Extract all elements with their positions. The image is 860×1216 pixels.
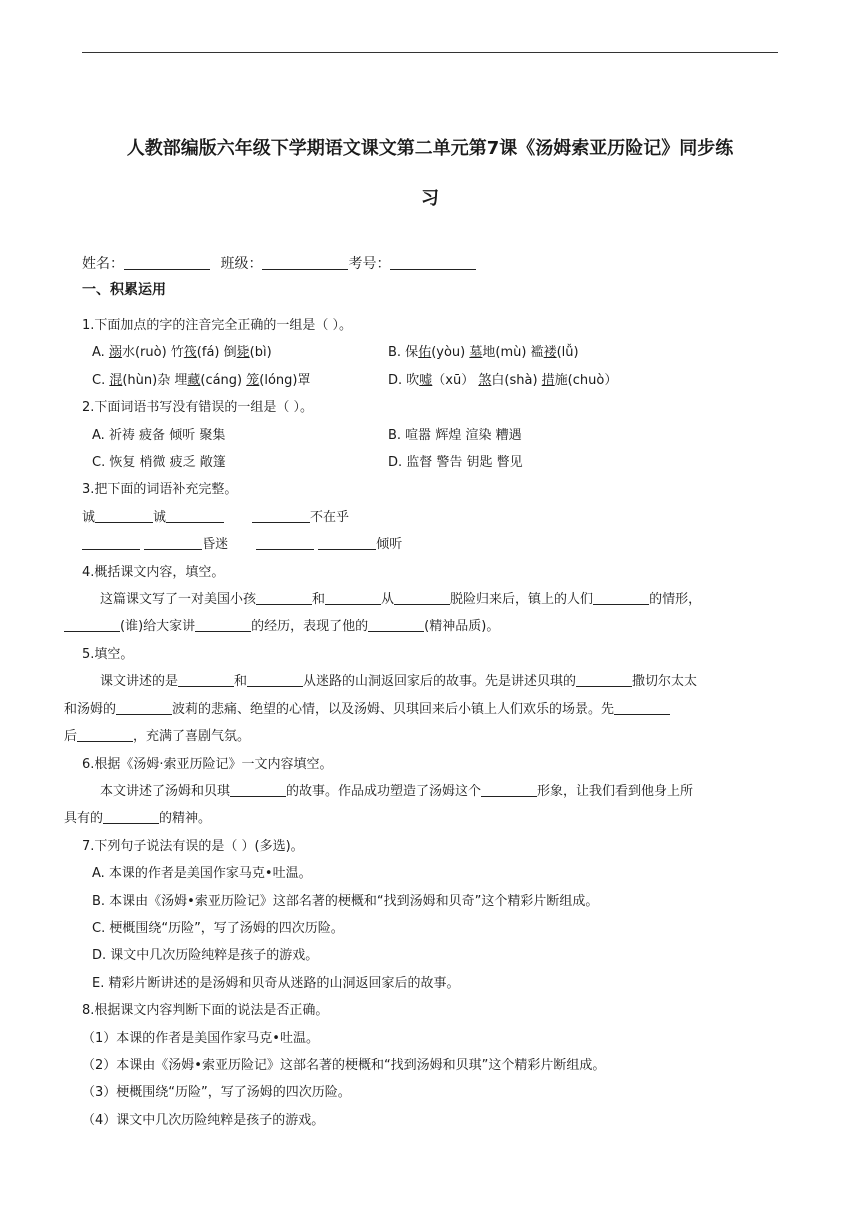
q1a-t6: (bì) bbox=[249, 345, 272, 361]
q6-stem: 6.根据《汤姆·索亚历险记》一文内容填空。 bbox=[82, 756, 333, 772]
q1-option-b[interactable] bbox=[388, 339, 579, 366]
q6-text: 的故事。作品成功塑造了汤姆这个 bbox=[286, 783, 482, 799]
q1d-dot-char: 措 bbox=[541, 372, 555, 388]
q1a-dot-char: 毙 bbox=[236, 345, 250, 361]
q7-option-c[interactable]: C. 梗概围绕“历险”，写了汤姆的四次历险。 bbox=[92, 920, 344, 936]
q1-stem: 1.下面加点的字的注音完全正确的一组是（ ）。 bbox=[82, 318, 353, 333]
q4-blank[interactable] bbox=[325, 590, 381, 605]
q1a-dot-char: 溺 bbox=[108, 345, 122, 361]
q1c-dot-char: 藏 bbox=[187, 372, 201, 388]
q1c-t0: C. bbox=[92, 372, 110, 388]
student-info bbox=[82, 254, 476, 274]
q3-text: 倾听 bbox=[376, 537, 403, 553]
q6-text: 形象，让我们看到他身上所 bbox=[537, 783, 694, 799]
q5-blank[interactable] bbox=[576, 672, 632, 687]
q2-option-a[interactable]: A. 祈祷 疲备 倾听 聚集 bbox=[92, 427, 226, 443]
q1c-t4: (cáng) bbox=[200, 372, 247, 388]
q1a-t2: 水(ruò) 竹 bbox=[121, 345, 184, 361]
header-rule bbox=[82, 52, 778, 53]
q1-option-d[interactable] bbox=[388, 367, 617, 394]
q1c-t6: (lóng)罩 bbox=[259, 372, 311, 388]
q6-blank[interactable] bbox=[230, 782, 286, 797]
q5-text: ，充满了喜剧气氛。 bbox=[133, 729, 251, 745]
q3-blank[interactable] bbox=[318, 535, 376, 550]
q6-text: 的精神。 bbox=[159, 811, 212, 827]
q8-statement-2: （2）本课由《汤姆•索亚历险记》这部名著的梗概和“找到汤姆和贝琪”这个精彩片断组成。 bbox=[82, 1057, 606, 1073]
q1d-t6: 施(chuò） bbox=[554, 372, 618, 388]
q1a-t4: (fá) 倒 bbox=[196, 345, 237, 361]
q7-stem: 7.下列句子说法有误的是（ ）(多选)。 bbox=[82, 838, 304, 854]
q5-text: 课文讲述的是 bbox=[100, 674, 179, 690]
section-heading: 一、积累运用 bbox=[82, 282, 166, 298]
q4-text: (谁)给大家讲 bbox=[120, 619, 196, 635]
q3-blank[interactable] bbox=[256, 535, 314, 550]
q2-options-row2 bbox=[82, 449, 778, 476]
q3-blank[interactable] bbox=[144, 535, 202, 550]
q5-blank[interactable] bbox=[247, 672, 303, 687]
q1-options-row1 bbox=[82, 339, 778, 366]
q7-option-a[interactable]: A. 本课的作者是美国作家马克•吐温。 bbox=[92, 866, 312, 882]
q1-options-row2 bbox=[82, 367, 778, 394]
name-blank[interactable] bbox=[124, 255, 210, 270]
q5-text: 撒切尔太太 bbox=[632, 674, 698, 690]
q3-blank[interactable] bbox=[95, 508, 153, 523]
q3-line-2 bbox=[82, 531, 778, 558]
q8-statement-3: （3）梗概围绕“历险”，写了汤姆的四次历险。 bbox=[82, 1085, 351, 1101]
q5-blank[interactable] bbox=[614, 700, 670, 715]
q5-text: 从迷路的山洞返回家后的故事。先是讲述贝琪的 bbox=[303, 674, 577, 690]
q2-options-row1 bbox=[82, 422, 778, 449]
q4-blank[interactable] bbox=[593, 590, 649, 605]
exam-blank[interactable] bbox=[390, 255, 476, 270]
q5-blank[interactable] bbox=[116, 700, 172, 715]
q3-blank[interactable] bbox=[82, 535, 140, 550]
q7-option-e[interactable]: E. 精彩片断讲述的是汤姆和贝奇从迷路的山洞返回家后的故事。 bbox=[92, 975, 460, 991]
q1b-dot-char: 佑 bbox=[418, 345, 432, 361]
q1b-t0: B. 保 bbox=[388, 345, 419, 361]
q8-statement-1: （1）本课的作者是美国作家马克•吐温。 bbox=[82, 1030, 319, 1046]
q2-option-b[interactable]: B. 喧嚣 辉煌 渲染 糟遇 bbox=[388, 427, 522, 443]
q4-blank[interactable] bbox=[394, 590, 450, 605]
q1a-t0: A. bbox=[92, 345, 109, 361]
q4-text: 脱险归来后，镇上的人们 bbox=[450, 592, 594, 608]
q4-blank[interactable] bbox=[368, 617, 424, 632]
q3-blank[interactable] bbox=[166, 508, 224, 523]
q3-text: 不在乎 bbox=[310, 509, 350, 525]
q5-text: 和 bbox=[234, 674, 248, 690]
q1d-dot-char: 嘘 bbox=[419, 372, 433, 388]
q4-text: 从 bbox=[381, 592, 395, 608]
q7-option-b[interactable]: B. 本课由《汤姆•索亚历险记》这部名著的梗概和“找到汤姆和贝奇”这个精彩片断组成。 bbox=[92, 893, 599, 909]
q4-blank[interactable] bbox=[195, 617, 251, 632]
q6-text: 本文讲述了汤姆和贝琪 bbox=[100, 783, 231, 799]
q3-line-1 bbox=[82, 504, 778, 531]
q2-stem: 2.下面词语书写没有错误的一组是（ ）。 bbox=[82, 400, 314, 416]
q1-option-a[interactable] bbox=[82, 339, 388, 366]
question-list bbox=[64, 312, 778, 1134]
q5-text: 后 bbox=[64, 729, 78, 745]
q3-char: 诚 bbox=[153, 509, 167, 525]
title-line-1: 人教部编版六年级下学期语文课文第二单元第7课《汤姆索亚历险记》同步练 bbox=[126, 138, 734, 159]
q8-statement-4: （4）课文中几次历险纯粹是孩子的游戏。 bbox=[82, 1112, 325, 1128]
q1d-t0: D. 吹 bbox=[388, 372, 420, 388]
q6-blank[interactable] bbox=[481, 782, 537, 797]
q5-text: 和汤姆的 bbox=[64, 701, 117, 717]
q1-option-c[interactable] bbox=[82, 367, 388, 394]
name-label: 姓名： bbox=[82, 256, 124, 272]
q2-option-c[interactable]: C. 恢复 梢微 疲乏 敞篷 bbox=[92, 455, 226, 471]
q4-text: 和 bbox=[312, 592, 326, 608]
class-label: 班级： bbox=[220, 256, 263, 272]
q4-text: 这篇课文写了一对美国小孩 bbox=[100, 592, 257, 608]
q1a-dot-char: 筏 bbox=[183, 345, 197, 361]
class-blank[interactable] bbox=[262, 255, 348, 270]
page-title bbox=[82, 124, 778, 224]
q4-text: (精神品质)。 bbox=[424, 619, 500, 635]
q4-text: 的经历，表现了他的 bbox=[251, 619, 369, 635]
q3-char: 诚 bbox=[82, 509, 96, 525]
q7-option-d[interactable]: D. 课文中几次历险纯粹是孩子的游戏。 bbox=[92, 948, 319, 964]
q1c-dot-char: 混 bbox=[109, 372, 123, 388]
q1d-t4: 白(shà) bbox=[491, 372, 542, 388]
q4-blank[interactable] bbox=[64, 617, 120, 632]
q2-option-d[interactable]: D. 监督 警告 钥匙 瞥见 bbox=[388, 455, 523, 471]
q1d-dot-char: 煞 bbox=[478, 372, 492, 388]
q6-blank[interactable] bbox=[103, 809, 159, 824]
q1b-t2: (yòu) bbox=[431, 345, 470, 361]
q1c-t2: (hùn)杂 埋 bbox=[122, 372, 188, 388]
q1b-dot-char: 墓 bbox=[469, 345, 483, 361]
q6-text: 具有的 bbox=[64, 811, 104, 827]
q1b-t4: 地(mù) 褴 bbox=[482, 345, 544, 361]
q1b-t6: (lǚ) bbox=[556, 345, 579, 361]
title-line-2: 习 bbox=[421, 188, 439, 209]
q4-paragraph bbox=[82, 586, 778, 641]
q4-text: 的情形， bbox=[649, 592, 702, 608]
q5-blank[interactable] bbox=[178, 672, 234, 687]
q1c-dot-char: 笼 bbox=[246, 372, 260, 388]
exam-label: 考号： bbox=[348, 256, 391, 272]
q6-paragraph bbox=[64, 778, 778, 833]
q1d-t2: （xū） bbox=[432, 372, 479, 388]
q4-stem: 4.概括课文内容，填空。 bbox=[82, 564, 225, 580]
q5-stem: 5.填空。 bbox=[82, 646, 134, 662]
q3-text: 昏迷 bbox=[202, 537, 229, 553]
q5-paragraph bbox=[64, 668, 778, 750]
q4-blank[interactable] bbox=[256, 590, 312, 605]
q5-blank[interactable] bbox=[77, 727, 133, 742]
q5-text: 波莉的悲痛、绝望的心情，以及汤姆、贝琪回来后小镇上人们欢乐的场景。先 bbox=[172, 701, 615, 717]
q8-stem: 8.根据课文内容判断下面的说法是否正确。 bbox=[82, 1003, 329, 1019]
q3-stem: 3.把下面的词语补充完整。 bbox=[82, 482, 238, 498]
q3-blank[interactable] bbox=[252, 508, 310, 523]
q1b-dot-char: 褛 bbox=[543, 345, 557, 361]
